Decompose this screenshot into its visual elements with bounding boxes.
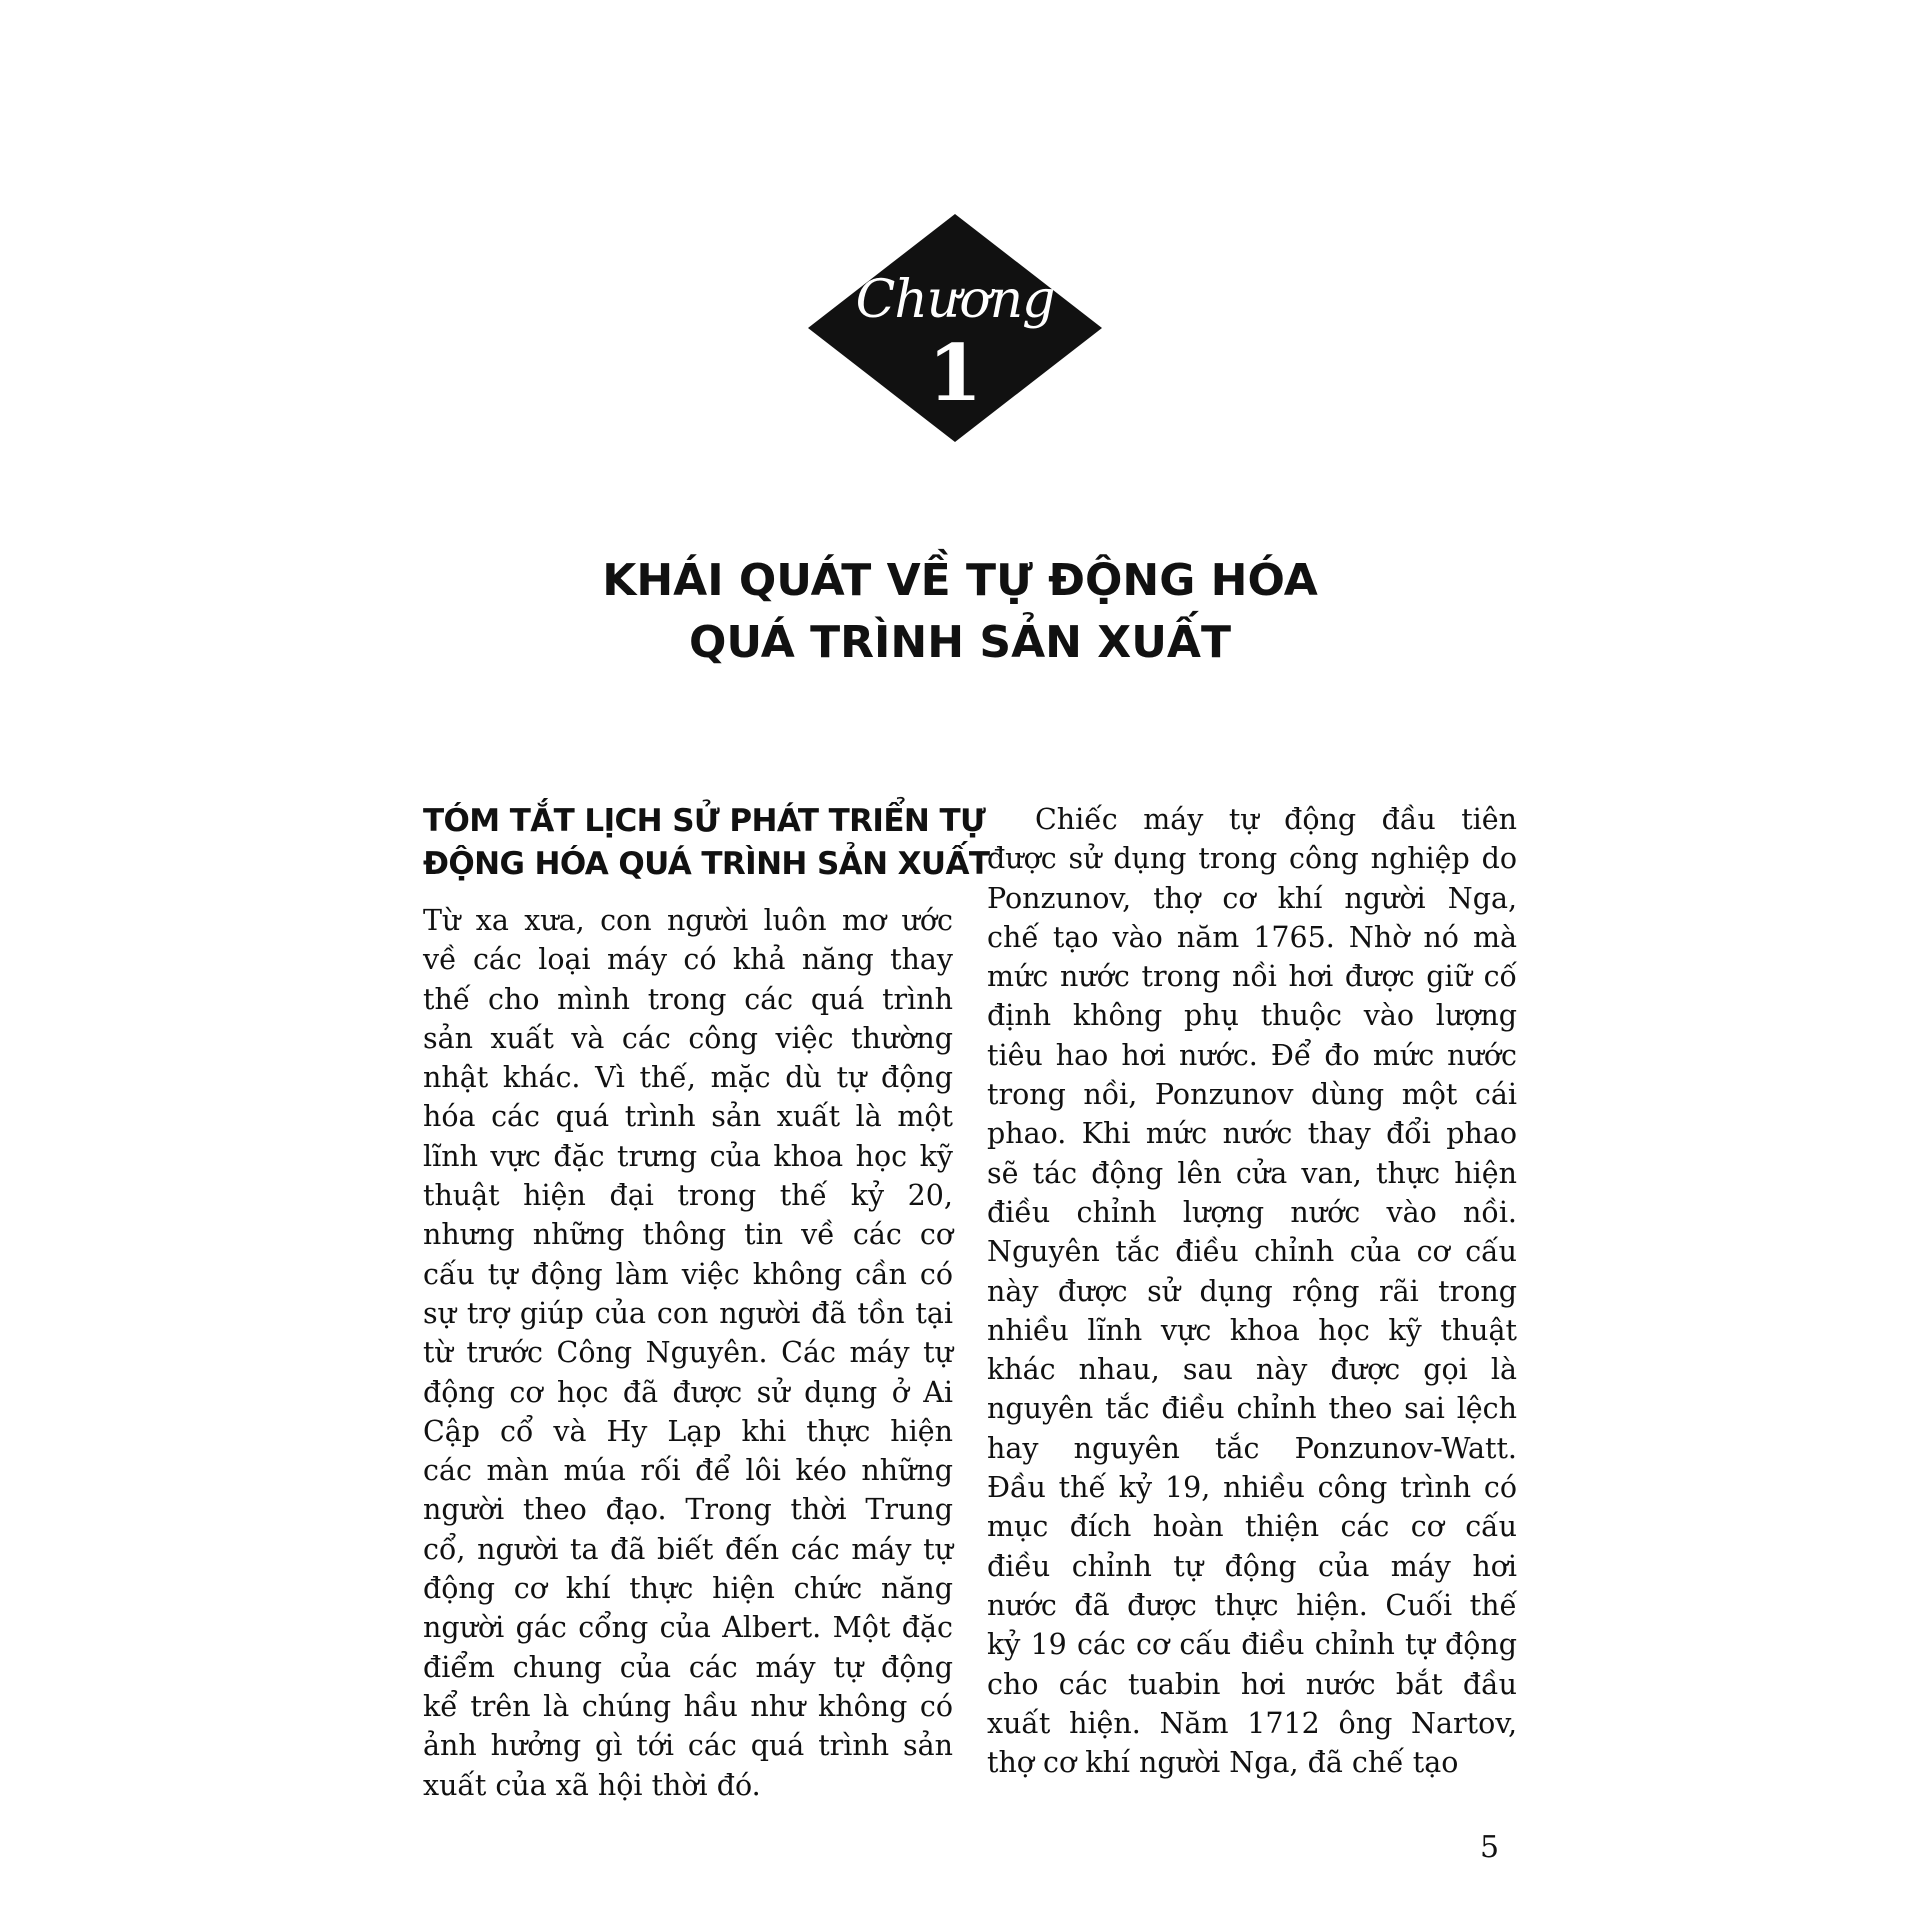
text-line: nhiều lĩnh vực khoa học kỹ thuật: [987, 1313, 1517, 1347]
page-number: 5: [1480, 1830, 1500, 1865]
text-line: chế tạo vào năm 1765. Nhờ nó mà: [987, 920, 1517, 954]
text-line: điều chỉnh tự động của máy hơi: [987, 1549, 1517, 1583]
text-line: nhật khác. Vì thế, mặc dù tự động: [423, 1061, 953, 1095]
section-heading: [423, 800, 990, 886]
text-line: Chiếc máy tự động đầu tiên: [1035, 803, 1517, 836]
text-line: ảnh hưởng gì tới các quá trình sản: [423, 1729, 953, 1763]
text-line: người theo đạo. Trong thời Trung: [423, 1493, 953, 1527]
text-line: thế cho mình trong các quá trình: [423, 982, 953, 1016]
text-line: thợ cơ khí người Nga, đã chế tạo: [987, 1746, 1459, 1780]
text-line: xuất của xã hội thời đó.: [423, 1768, 761, 1802]
text-line: Nguyên tắc điều chỉnh của cơ cấu: [987, 1235, 1517, 1269]
chapter-word: Chương: [855, 270, 1055, 330]
text-line: Cập cổ và Hy Lạp khi thực hiện: [423, 1414, 953, 1448]
text-line: nước đã được thực hiện. Cuối thế: [987, 1588, 1517, 1622]
chapter-badge: [806, 212, 1104, 444]
text-line: mức nước trong nồi hơi được giữ cố: [987, 960, 1517, 994]
text-line: nguyên tắc điều chỉnh theo sai lệch: [987, 1392, 1517, 1426]
text-line: định không phụ thuộc vào lượng: [987, 999, 1517, 1033]
text-line: trong nồi, Ponzunov dùng một cái: [987, 1078, 1517, 1112]
text-line: Ponzunov, thợ cơ khí người Nga,: [987, 881, 1517, 915]
text-line: sẽ tác động lên cửa van, thực hiện: [987, 1156, 1517, 1190]
left-paragraph: [423, 901, 953, 1805]
section-heading-line-2: ĐỘNG HÓA QUÁ TRÌNH SẢN XUẤT: [423, 846, 990, 882]
text-line: Từ xa xưa, con người luôn mơ ước: [423, 904, 953, 937]
text-line: cho các tuabin hơi nước bắt đầu: [987, 1667, 1517, 1701]
text-line: phao. Khi mức nước thay đổi phao: [987, 1117, 1517, 1151]
text-line: mục đích hoàn thiện các cơ cấu: [987, 1510, 1517, 1544]
text-line: này được sử dụng rộng rãi trong: [987, 1274, 1517, 1308]
text-line: được sử dụng trong công nghiệp do: [987, 842, 1517, 876]
text-line: tiêu hao hơi nước. Để đo mức nước: [987, 1038, 1517, 1072]
text-line: cấu tự động làm việc không cần có: [423, 1257, 953, 1291]
text-line: sản xuất và các công việc thường: [423, 1021, 953, 1055]
right-paragraph: [987, 800, 1517, 1782]
text-line: hay nguyên tắc Ponzunov-Watt.: [987, 1431, 1517, 1465]
text-line: người gác cổng của Albert. Một đặc: [423, 1611, 953, 1645]
text-line: khác nhau, sau này được gọi là: [987, 1353, 1517, 1387]
text-line: nhưng những thông tin về các cơ: [423, 1218, 953, 1252]
text-line: điểm chung của các máy tự động: [423, 1650, 953, 1684]
text-line: động cơ khí thực hiện chức năng: [423, 1572, 953, 1606]
text-line: động cơ học đã được sử dụng ở Ai: [423, 1375, 953, 1409]
text-line: điều chỉnh lượng nước vào nồi.: [987, 1195, 1517, 1229]
text-line: từ trước Công Nguyên. Các máy tự: [423, 1336, 953, 1370]
text-line: thuật hiện đại trong thế kỷ 20,: [423, 1179, 953, 1213]
text-line: xuất hiện. Năm 1712 ông Nartov,: [987, 1706, 1517, 1740]
text-line: Đầu thế kỷ 19, nhiều công trình có: [987, 1471, 1517, 1505]
chapter-title-line-1: KHÁI QUÁT VỀ TỰ ĐỘNG HÓA: [602, 555, 1318, 606]
text-line: lĩnh vực đặc trưng của khoa học kỹ: [423, 1139, 953, 1173]
chapter-title-line-2: QUÁ TRÌNH SẢN XUẤT: [689, 617, 1231, 668]
text-line: hóa các quá trình sản xuất là một: [423, 1100, 953, 1134]
text-line: về các loại máy có khả năng thay: [423, 943, 953, 977]
chapter-title: [560, 550, 1360, 674]
chapter-number: 1: [927, 328, 983, 419]
text-line: sự trợ giúp của con người đã tồn tại: [423, 1296, 953, 1330]
text-line: cổ, người ta đã biết đến các máy tự: [423, 1532, 953, 1566]
text-line: kỷ 19 các cơ cấu điều chỉnh tự động: [987, 1628, 1517, 1662]
right-column: [987, 800, 1517, 1782]
text-line: các màn múa rối để lôi kéo những: [423, 1454, 953, 1488]
left-column: [423, 800, 990, 1805]
text-line: kể trên là chúng hầu như không có: [423, 1689, 953, 1723]
section-heading-line-1: TÓM TẮT LỊCH SỬ PHÁT TRIỂN TỰ: [423, 803, 986, 839]
